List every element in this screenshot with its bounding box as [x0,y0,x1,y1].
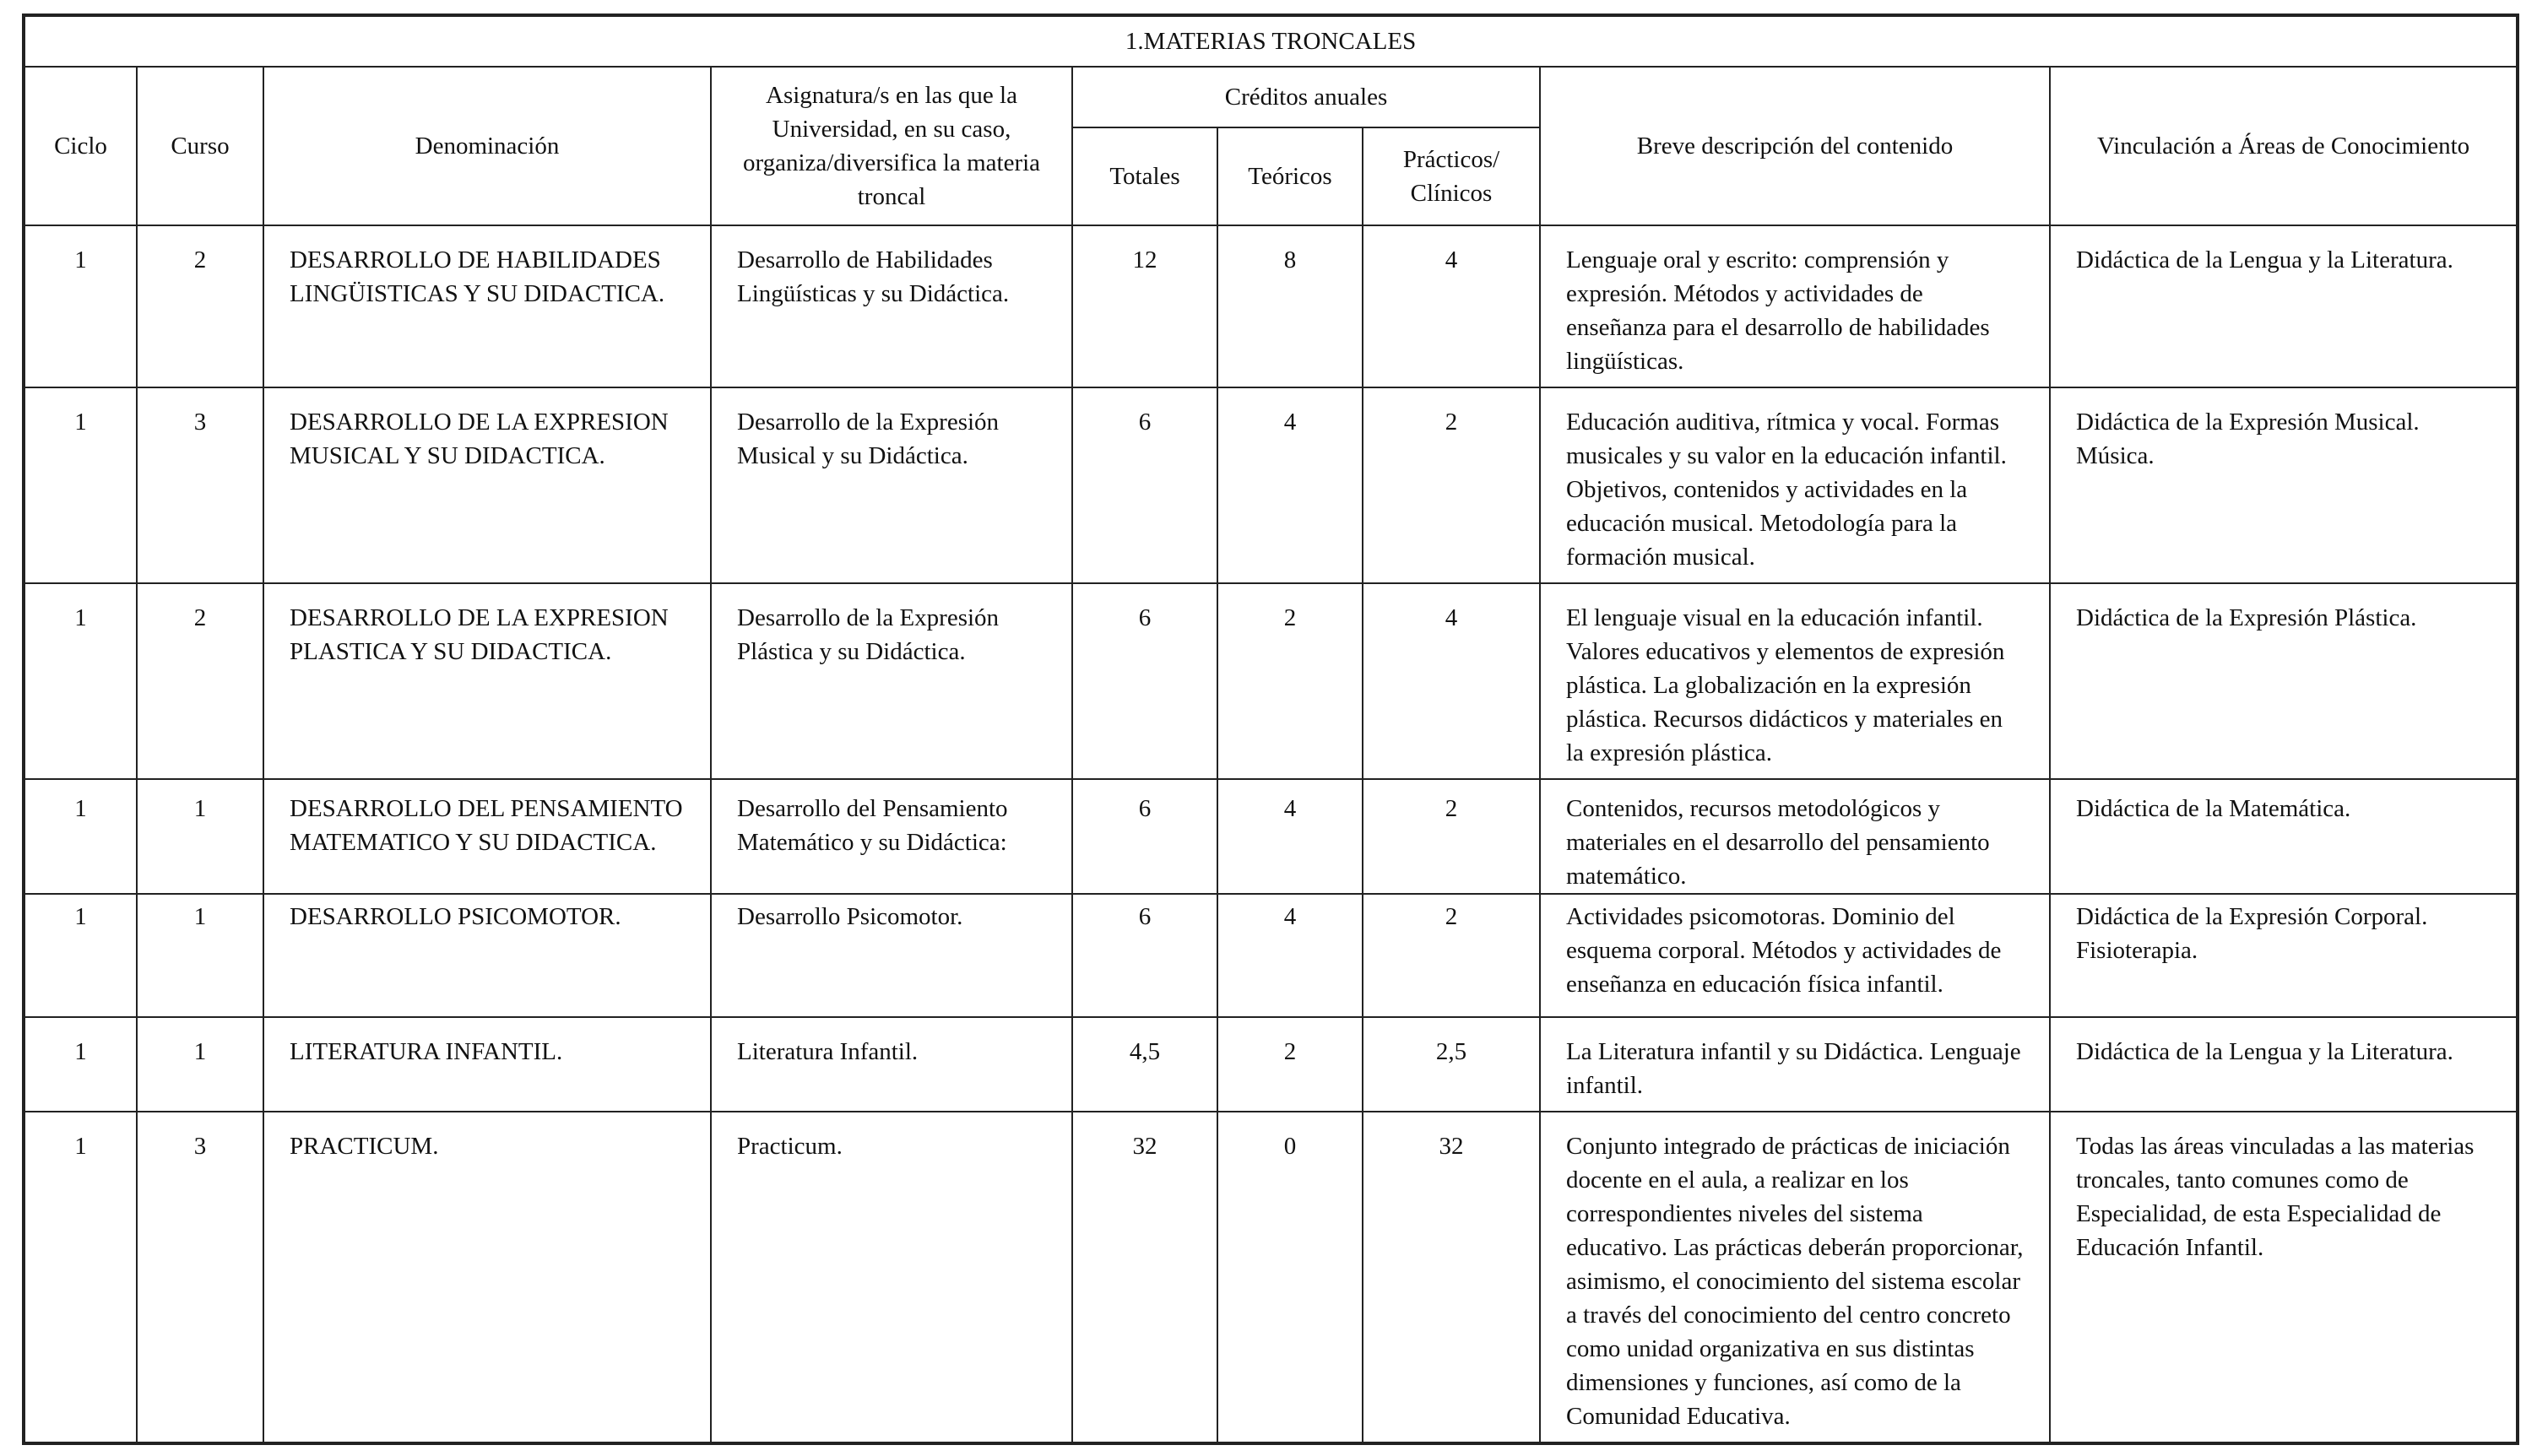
header-practicos: Prácticos/ Clínicos [1363,127,1540,225]
header-totales: Totales [1072,127,1217,225]
cell-descripcion: Conjunto integrado de prácticas de iniciación docente en el aula, a realizar en los correspondientes niveles del sistema educativo. Las prácticas deberán proporcionar, asimismo, el conocimiento del sistema escolar a través del conocimiento del centro concreto como unidad organizativa en sus distintas dimensiones y funciones, así como de la Comunidad Educativa. [1540,1112,2050,1443]
table-row [24,1017,2518,1112]
cell-descripcion: La Literatura infantil y su Didáctica. Lenguaje infantil. [1540,1017,2050,1112]
table-row [24,387,2518,583]
cell-teoricos: 2 [1217,1017,1363,1112]
cell-denominacion: DESARROLLO DEL PENSAMIENTO MATEMATICO Y SU DIDACTICA. [263,779,711,894]
cell-denominacion: LITERATURA INFANTIL. [263,1017,711,1112]
cell-curso: 3 [137,1112,263,1443]
table-row [24,583,2518,779]
cell-vinculacion: Todas las áreas vinculadas a las materias troncales, tanto comunes como de Especialidad, de esta Especialidad de Educación Infantil. [2050,1112,2518,1443]
cell-teoricos: 8 [1217,225,1363,387]
table-header [24,15,2518,225]
cell-ciclo: 1 [24,387,137,583]
cell-teoricos: 4 [1217,894,1363,1017]
cell-curso: 1 [137,894,263,1017]
cell-practicos: 4 [1363,583,1540,779]
cell-totales: 32 [1072,1112,1217,1443]
cell-teoricos: 2 [1217,583,1363,779]
header-asignatura: Asignatura/s en las que la Universidad, en su caso, organiza/diversifica la materia troncal [711,67,1072,225]
cell-asignatura: Desarrollo Psicomotor. [711,894,1072,1017]
table-row [24,1112,2518,1443]
cell-practicos: 4 [1363,225,1540,387]
cell-asignatura: Literatura Infantil. [711,1017,1072,1112]
table-row [24,779,2518,894]
header-ciclo: Ciclo [24,67,137,225]
cell-denominacion: PRACTICUM. [263,1112,711,1443]
cell-denominacion: DESARROLLO DE LA EXPRESION PLASTICA Y SU DIDACTICA. [263,583,711,779]
cell-ciclo: 1 [24,1112,137,1443]
cell-totales: 6 [1072,583,1217,779]
cell-asignatura: Practicum. [711,1112,1072,1443]
cell-descripcion: El lenguaje visual en la educación infantil. Valores educativos y elementos de expresión plástica. La globalización en la expresión plástica. Recursos didácticos y materiales en la expresión plástica. [1540,583,2050,779]
header-curso: Curso [137,67,263,225]
cell-practicos: 2 [1363,779,1540,894]
cell-totales: 4,5 [1072,1017,1217,1112]
cell-vinculacion: Didáctica de la Matemática. [2050,779,2518,894]
cell-denominacion: DESARROLLO DE HABILIDADES LINGÜISTICAS Y SU DIDACTICA. [263,225,711,387]
cell-practicos: 2 [1363,387,1540,583]
cell-totales: 6 [1072,387,1217,583]
cell-descripcion: Educación auditiva, rítmica y vocal. Formas musicales y su valor en la educación infantil. Objetivos, contenidos y actividades en la educación musical. Metodología para la formación musical. [1540,387,2050,583]
cell-practicos: 2,5 [1363,1017,1540,1112]
cell-ciclo: 1 [24,225,137,387]
cell-vinculacion: Didáctica de la Expresión Musical. Música. [2050,387,2518,583]
cell-vinculacion: Didáctica de la Expresión Plástica. [2050,583,2518,779]
cell-asignatura: Desarrollo de la Expresión Musical y su Didáctica. [711,387,1072,583]
cell-teoricos: 4 [1217,779,1363,894]
header-teoricos: Teóricos [1217,127,1363,225]
cell-totales: 6 [1072,894,1217,1017]
table-body [24,225,2518,1443]
cell-practicos: 32 [1363,1112,1540,1443]
document-page [22,14,2516,1444]
cell-totales: 12 [1072,225,1217,387]
header-denominacion: Denominación [263,67,711,225]
header-creditos-anuales: Créditos anuales [1072,67,1540,127]
cell-denominacion: DESARROLLO DE LA EXPRESION MUSICAL Y SU DIDACTICA. [263,387,711,583]
materias-troncales-table [22,14,2519,1445]
cell-vinculacion: Didáctica de la Lengua y la Literatura. [2050,1017,2518,1112]
cell-vinculacion: Didáctica de la Expresión Corporal. Fisioterapia. [2050,894,2518,1017]
cell-ciclo: 1 [24,894,137,1017]
cell-vinculacion: Didáctica de la Lengua y la Literatura. [2050,225,2518,387]
cell-descripcion: Contenidos, recursos metodológicos y materiales en el desarrollo del pensamiento matemático. [1540,779,2050,894]
cell-curso: 3 [137,387,263,583]
cell-practicos: 2 [1363,894,1540,1017]
table-row [24,894,2518,1017]
cell-asignatura: Desarrollo de la Expresión Plástica y su Didáctica. [711,583,1072,779]
cell-denominacion: DESARROLLO PSICOMOTOR. [263,894,711,1017]
table-row [24,225,2518,387]
cell-asignatura: Desarrollo de Habilidades Lingüísticas y su Didáctica. [711,225,1072,387]
cell-curso: 1 [137,779,263,894]
cell-asignatura: Desarrollo del Pensamiento Matemático y su Didáctica: [711,779,1072,894]
cell-teoricos: 0 [1217,1112,1363,1443]
cell-descripcion: Actividades psicomotoras. Dominio del esquema corporal. Métodos y actividades de enseñanza en educación física infantil. [1540,894,2050,1017]
cell-teoricos: 4 [1217,387,1363,583]
table-title: 1.MATERIAS TRONCALES [24,15,2518,67]
header-descripcion: Breve descripción del contenido [1540,67,2050,225]
cell-ciclo: 1 [24,1017,137,1112]
cell-descripcion: Lenguaje oral y escrito: comprensión y expresión. Métodos y actividades de enseñanza para el desarrollo de habilidades lingüísticas. [1540,225,2050,387]
cell-curso: 2 [137,583,263,779]
cell-curso: 2 [137,225,263,387]
cell-ciclo: 1 [24,583,137,779]
cell-ciclo: 1 [24,779,137,894]
header-vinculacion: Vinculación a Áreas de Conocimiento [2050,67,2518,225]
cell-curso: 1 [137,1017,263,1112]
cell-totales: 6 [1072,779,1217,894]
